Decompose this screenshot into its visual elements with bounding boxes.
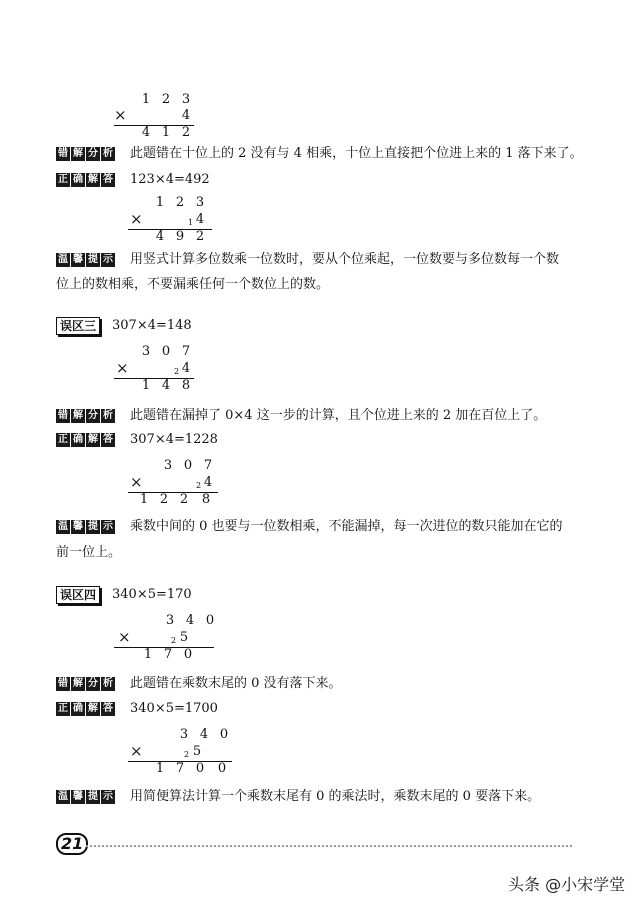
tip-text-line1: 用竖式计算多位数乘一位数时，要从个位乘起，一位数要与多位数每一个数	[130, 252, 560, 267]
tag-correct-answer: 正 确 解 答	[58, 703, 113, 714]
carry-digit: 2	[184, 750, 190, 759]
multiply-sign: ×	[114, 106, 127, 124]
carry-digit: 2	[174, 367, 180, 376]
tag-correct-answer: 正 确 解 答	[58, 434, 113, 445]
wrong-calc-3	[112, 344, 207, 394]
digit: 3	[179, 727, 189, 742]
digit: 0	[161, 344, 171, 359]
digit: 4	[203, 475, 213, 490]
answer-equation: 340×5=1700	[130, 701, 218, 716]
digit: 3	[195, 195, 205, 210]
digit: 1	[139, 492, 149, 507]
digit: 9	[175, 229, 185, 244]
tip-text-line2: 位上的数相乘，不要漏乘任何一个数位上的数。	[56, 277, 330, 292]
tag-error-analysis: 错 解 分 析	[58, 678, 113, 689]
digit: 1	[161, 125, 171, 140]
digit: 4	[195, 212, 205, 227]
digit: 4	[199, 727, 209, 742]
digit: 2	[181, 125, 191, 140]
digit: 2	[161, 92, 171, 107]
wrong-calc-1	[112, 92, 202, 140]
wrong-equation: 340×5=170	[112, 587, 192, 602]
digit: 8	[201, 492, 211, 507]
tip-text-line1: 乘数中间的 0 也要与一位数相乘，不能漏掉，每一次进位的数只能加在它的	[130, 519, 563, 534]
tag-tips: 温 馨 提 示	[58, 791, 113, 802]
digit: 2	[195, 229, 205, 244]
digit: 2	[179, 492, 189, 507]
digit: 3	[163, 458, 173, 473]
right-calc-4	[126, 727, 236, 777]
multiply-sign: ×	[130, 210, 143, 228]
wrong-calc-4	[114, 613, 219, 663]
digit: 3	[181, 92, 191, 107]
carry-digit: 2	[196, 481, 202, 490]
tag-tips: 温 馨 提 示	[58, 521, 113, 532]
digit: 4	[161, 378, 171, 393]
digit: 2	[159, 492, 169, 507]
digit: 4	[181, 108, 191, 123]
tag-error-analysis: 错 解 分 析	[58, 410, 113, 421]
digit: 1	[141, 378, 151, 393]
carry-digit: 1	[188, 218, 194, 227]
right-calc-1	[126, 195, 221, 245]
wrong-equation: 307×4=148	[112, 318, 192, 333]
tag-error-analysis: 错 解 分 析	[58, 148, 113, 159]
tip-text: 用简便算法计算一个乘数末尾有 0 的乘法时，乘数末尾的 0 要落下来。	[130, 789, 541, 804]
multiply-sign: ×	[130, 742, 143, 760]
multiply-sign: ×	[116, 359, 129, 377]
digit: 2	[175, 195, 185, 210]
carry-digit: 2	[171, 636, 177, 645]
digit: 1	[141, 92, 151, 107]
multiply-sign: ×	[118, 628, 131, 646]
digit: 5	[179, 630, 189, 645]
digit: 7	[181, 344, 191, 359]
digit: 7	[175, 761, 185, 776]
digit: 7	[163, 647, 173, 662]
digit: 0	[183, 647, 193, 662]
tag-correct-answer: 正 确 解 答	[58, 174, 113, 185]
digit: 3	[141, 344, 151, 359]
tag-tips: 温 馨 提 示	[58, 254, 113, 265]
digit: 5	[192, 744, 202, 759]
digit: 4	[155, 229, 165, 244]
digit: 1	[155, 761, 165, 776]
digit: 1	[155, 195, 165, 210]
footer-dotted-line	[86, 845, 572, 847]
digit: 4	[141, 125, 151, 140]
digit: 7	[203, 458, 213, 473]
watermark: 头条 @小宋学堂	[508, 875, 626, 894]
analysis-text: 此题错在十位上的 2 没有与 4 相乘，十位上直接把个位进上来的 1 落下来了。	[130, 146, 583, 161]
digit: 8	[181, 378, 191, 393]
digit: 4	[181, 361, 191, 376]
digit: 0	[195, 761, 205, 776]
digit: 3	[165, 613, 175, 628]
digit: 0	[219, 727, 229, 742]
mistake-zone-label: 误区四	[56, 586, 100, 604]
mistake-zone-label: 误区三	[56, 317, 100, 335]
analysis-text: 此题错在乘数末尾的 0 没有落下来。	[130, 676, 342, 691]
answer-equation: 123×4=492	[130, 172, 210, 187]
page-number: 21	[56, 833, 88, 855]
digit: 0	[183, 458, 193, 473]
answer-equation: 307×4=1228	[130, 432, 218, 447]
digit: 1	[143, 647, 153, 662]
tip-text-line2: 前一位上。	[56, 545, 122, 560]
right-calc-3	[126, 458, 226, 508]
digit: 0	[217, 761, 227, 776]
multiply-sign: ×	[130, 473, 143, 491]
digit: 4	[185, 613, 195, 628]
analysis-text: 此题错在漏掉了 0×4 这一步的计算，且个位进上来的 2 加在百位上了。	[130, 408, 547, 423]
digit: 0	[205, 613, 215, 628]
